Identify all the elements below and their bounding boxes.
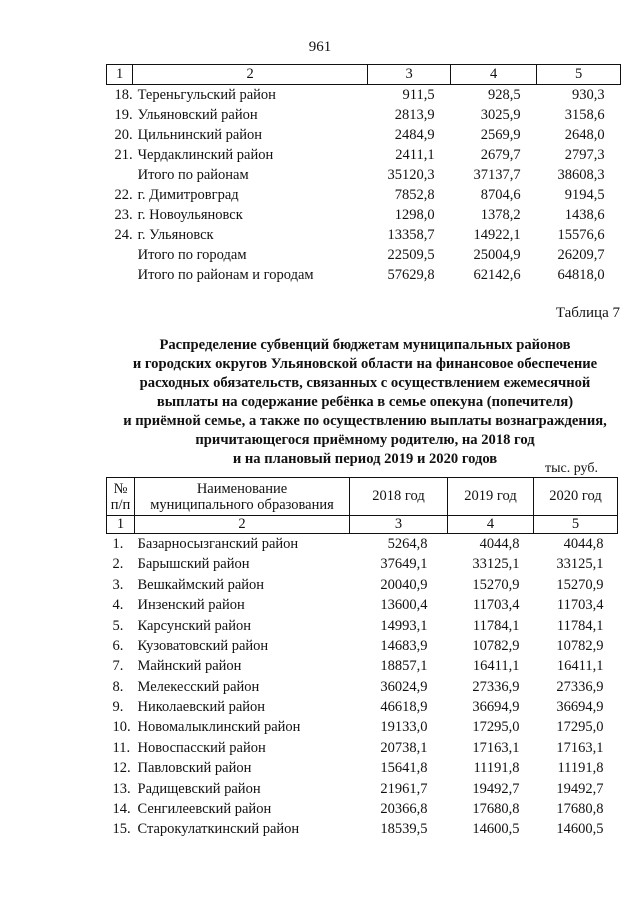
table-cell: 23. bbox=[114, 206, 133, 223]
table-cell: Кузоватовский район bbox=[137, 637, 269, 654]
table-cell: 14922,1 bbox=[473, 226, 521, 243]
table-cell: Новомалыклинский район bbox=[137, 719, 301, 736]
table-cell: 10782,9 bbox=[472, 637, 520, 654]
table-cell: 2648,0 bbox=[564, 126, 605, 143]
table-cell: 16411,1 bbox=[556, 658, 604, 675]
table-cell: 10. bbox=[112, 719, 131, 736]
table-cell: г. Новоульяновск bbox=[137, 206, 243, 223]
table-cell: 8704,6 bbox=[480, 186, 521, 203]
table-row bbox=[107, 225, 621, 245]
table-cell: 1378,2 bbox=[480, 206, 521, 223]
table-cell: 22509,5 bbox=[387, 246, 435, 263]
header-2018: 2018 год bbox=[350, 478, 448, 516]
table-cell: 11784,1 bbox=[556, 617, 604, 634]
table-cell: 3025,9 bbox=[480, 106, 521, 123]
table-row bbox=[107, 105, 621, 125]
continued-table bbox=[106, 64, 621, 285]
column-number-row bbox=[107, 516, 618, 534]
table-cell: 17295,0 bbox=[556, 719, 604, 736]
table-cell: 6. bbox=[112, 637, 124, 654]
total-row bbox=[107, 165, 621, 185]
table-cell: 26209,7 bbox=[557, 246, 605, 263]
table-cell: 20040,9 bbox=[380, 576, 428, 593]
table-cell: 35120,3 bbox=[387, 166, 435, 183]
table-cell: Новоспасский район bbox=[137, 739, 266, 756]
table-row bbox=[107, 779, 618, 799]
table-cell: 9. bbox=[112, 699, 124, 716]
title-line: и на плановый период 2019 и 2020 годов bbox=[232, 451, 498, 467]
column-number: 5 bbox=[537, 65, 621, 85]
title-line: расходных обязательств, связанных с осуществлением ежемесячной bbox=[139, 375, 591, 391]
table-cell: 12. bbox=[112, 760, 131, 777]
title-line: причитающегося приёмному родителю, на 2018 год bbox=[195, 432, 535, 448]
table-cell: 17295,0 bbox=[472, 719, 520, 736]
table-cell: 17163,1 bbox=[556, 739, 604, 756]
table-cell: 14600,5 bbox=[472, 821, 520, 838]
header-name-cell bbox=[135, 478, 350, 516]
column-number: 3 bbox=[350, 516, 448, 534]
column-number: 3 bbox=[368, 65, 451, 85]
column-number: 4 bbox=[451, 65, 537, 85]
page-number: 961 bbox=[308, 39, 332, 55]
table-cell: Итого по районам bbox=[137, 166, 249, 183]
table-cell: 21. bbox=[114, 146, 133, 163]
table-cell: Старокулаткинский район bbox=[137, 821, 300, 838]
table-cell: 36024,9 bbox=[380, 678, 428, 695]
title-line: Распределение субвенций бюджетам муниципальных районов bbox=[159, 337, 571, 353]
table-cell: 15270,9 bbox=[472, 576, 520, 593]
table-cell: 11191,8 bbox=[473, 760, 520, 777]
table-cell: 15641,8 bbox=[380, 760, 428, 777]
table-row bbox=[107, 758, 618, 778]
total-row bbox=[107, 265, 621, 285]
table-cell: 57629,8 bbox=[387, 266, 435, 283]
table-cell: 62142,6 bbox=[473, 266, 521, 283]
table-cell: 13600,4 bbox=[380, 597, 428, 614]
table-row bbox=[107, 575, 618, 595]
table-cell: 10782,9 bbox=[556, 637, 604, 654]
table-cell: 3158,6 bbox=[564, 106, 605, 123]
table-cell: 33125,1 bbox=[556, 556, 604, 573]
table-row bbox=[107, 125, 621, 145]
table-cell: 22. bbox=[114, 186, 133, 203]
table-cell: 15. bbox=[112, 821, 131, 838]
table-cell: 27336,9 bbox=[472, 678, 520, 695]
table-cell: 19492,7 bbox=[556, 780, 604, 797]
header-2019: 2019 год bbox=[448, 478, 534, 516]
column-number-row bbox=[107, 65, 621, 85]
table-label: Таблица 7 bbox=[555, 305, 620, 321]
table-cell bbox=[107, 165, 133, 185]
table-cell: 2484,9 bbox=[394, 126, 435, 143]
table-row bbox=[107, 656, 618, 676]
table-cell: Сенгилеевский район bbox=[137, 801, 272, 818]
table-cell: 2411,1 bbox=[395, 146, 435, 163]
table-cell: 11703,4 bbox=[556, 597, 604, 614]
total-row bbox=[107, 245, 621, 265]
table-cell: 20366,8 bbox=[380, 801, 428, 818]
table-cell: 5. bbox=[112, 617, 124, 634]
table-cell: Цильнинский район bbox=[137, 126, 263, 143]
table-row bbox=[107, 636, 618, 656]
table-cell: г. Ульяновск bbox=[137, 226, 214, 243]
table-cell: 928,5 bbox=[488, 86, 521, 103]
table-cell: 19492,7 bbox=[472, 780, 520, 797]
header-name-line: Наименование bbox=[196, 480, 288, 497]
table-cell: 24. bbox=[114, 226, 133, 243]
table-cell: 13. bbox=[112, 780, 131, 797]
table-cell: 2569,9 bbox=[480, 126, 521, 143]
header-number-line: № bbox=[113, 480, 128, 497]
table-row bbox=[107, 185, 621, 205]
table-cell: 9194,5 bbox=[564, 186, 605, 203]
table-cell: 4. bbox=[112, 597, 124, 614]
table-cell: Ульяновский район bbox=[137, 106, 258, 123]
table-cell: 17680,8 bbox=[556, 801, 604, 818]
column-number: 1 bbox=[107, 516, 135, 534]
table-cell: 18539,5 bbox=[380, 821, 428, 838]
table-row bbox=[107, 534, 618, 555]
table-cell: 17680,8 bbox=[472, 801, 520, 818]
table-row bbox=[107, 145, 621, 165]
table-cell: 14683,9 bbox=[380, 637, 428, 654]
table-title bbox=[0, 336, 640, 469]
title-line: выплаты на содержание ребёнка в семье опекуна (попечителя) bbox=[156, 394, 574, 410]
table-cell: Павловский район bbox=[137, 760, 252, 777]
table-row bbox=[107, 677, 618, 697]
table-cell: 15270,9 bbox=[556, 576, 604, 593]
table-row bbox=[107, 738, 618, 758]
table-row bbox=[107, 595, 618, 615]
table-cell: 3. bbox=[112, 576, 124, 593]
table-cell: 4044,8 bbox=[563, 535, 604, 552]
table-row bbox=[107, 799, 618, 819]
title-line: и приёмной семье, а также по осуществлению выплаты вознаграждения, bbox=[123, 413, 607, 429]
table-cell: Итого по городам bbox=[137, 246, 247, 263]
table-header-row bbox=[107, 478, 618, 516]
table-cell: 36694,9 bbox=[472, 699, 520, 716]
table-cell: 15576,6 bbox=[557, 226, 605, 243]
table-cell: 20. bbox=[114, 126, 133, 143]
table-cell: Николаевский район bbox=[137, 699, 266, 716]
table-cell: 1298,0 bbox=[394, 206, 435, 223]
table-cell: 11. bbox=[112, 739, 131, 756]
table-row bbox=[107, 616, 618, 636]
table-cell: 19133,0 bbox=[380, 719, 428, 736]
column-number: 2 bbox=[133, 65, 368, 85]
column-number: 1 bbox=[107, 65, 133, 85]
table-cell: 2. bbox=[112, 556, 124, 573]
table-cell: Базарносызганский район bbox=[137, 535, 299, 552]
table-cell: Тереньгульский район bbox=[137, 86, 276, 103]
table-cell: 4044,8 bbox=[479, 535, 520, 552]
table-cell: г. Димитровград bbox=[137, 186, 239, 203]
title-line: и городских округов Ульяновской области на финансовое обеспечение bbox=[132, 356, 598, 372]
table-cell bbox=[107, 265, 133, 285]
table-row bbox=[107, 697, 618, 717]
table-cell: 2797,3 bbox=[564, 146, 605, 163]
table-row bbox=[107, 819, 618, 839]
header-name-line: муниципального образования bbox=[150, 496, 334, 513]
table-cell: 11703,4 bbox=[472, 597, 520, 614]
table-cell: Майнский район bbox=[137, 658, 242, 675]
column-number: 5 bbox=[534, 516, 618, 534]
table-row bbox=[107, 205, 621, 225]
table-cell: 36694,9 bbox=[556, 699, 604, 716]
column-number: 2 bbox=[135, 516, 350, 534]
table-cell: 11191,8 bbox=[557, 760, 604, 777]
column-number: 4 bbox=[448, 516, 534, 534]
table-cell bbox=[107, 245, 133, 265]
header-2020: 2020 год bbox=[534, 478, 618, 516]
table-cell: 2813,9 bbox=[394, 106, 435, 123]
table-cell: 64818,0 bbox=[557, 266, 605, 283]
table-cell: 38608,3 bbox=[557, 166, 605, 183]
table-cell: 27336,9 bbox=[556, 678, 604, 695]
table-cell: 16411,1 bbox=[472, 658, 520, 675]
table-cell: Карсунский район bbox=[137, 617, 252, 634]
table-cell: 37137,7 bbox=[473, 166, 521, 183]
table-cell: 7. bbox=[112, 658, 124, 675]
table-cell: 930,3 bbox=[572, 86, 605, 103]
table-cell: 46618,9 bbox=[380, 699, 428, 716]
table-cell: 7852,8 bbox=[394, 186, 435, 203]
table-cell: 14993,1 bbox=[380, 617, 428, 634]
units-label: тыс. руб. bbox=[545, 461, 598, 476]
table-cell: 25004,9 bbox=[473, 246, 521, 263]
table-cell: 37649,1 bbox=[380, 556, 428, 573]
table-row bbox=[107, 554, 618, 574]
header-number-cell bbox=[107, 478, 135, 516]
table-cell: Вешкаймский район bbox=[137, 576, 265, 593]
table-cell: Итого по районам и городам bbox=[137, 266, 314, 283]
table-cell: 1. bbox=[112, 535, 124, 552]
table-cell: Инзенский район bbox=[137, 597, 245, 614]
table-cell: Радищевский район bbox=[137, 780, 261, 797]
table-cell: 14. bbox=[112, 801, 131, 818]
table-row bbox=[107, 85, 621, 106]
table-cell: 11784,1 bbox=[472, 617, 520, 634]
header-number-line: п/п bbox=[110, 496, 131, 513]
table-cell: Мелекесский район bbox=[137, 678, 260, 695]
table-cell: 18. bbox=[114, 86, 133, 103]
table-cell: 18857,1 bbox=[380, 658, 428, 675]
table-cell: 1438,6 bbox=[564, 206, 605, 223]
table-cell: 8. bbox=[112, 678, 124, 695]
table-cell: 911,5 bbox=[402, 86, 435, 103]
table-cell: 2679,7 bbox=[480, 146, 521, 163]
table-cell: Барышский район bbox=[137, 556, 250, 573]
table-cell: 17163,1 bbox=[472, 739, 520, 756]
table-cell: 21961,7 bbox=[380, 780, 428, 797]
table-cell: Чердаклинский район bbox=[137, 146, 274, 163]
table-cell: 33125,1 bbox=[472, 556, 520, 573]
table-row bbox=[107, 718, 618, 738]
table-cell: 20738,1 bbox=[380, 739, 428, 756]
table-cell: 19. bbox=[114, 106, 133, 123]
table-cell: 13358,7 bbox=[387, 226, 435, 243]
table-cell: 14600,5 bbox=[556, 821, 604, 838]
subventions-table bbox=[106, 477, 618, 840]
table-cell: 5264,8 bbox=[387, 535, 428, 552]
